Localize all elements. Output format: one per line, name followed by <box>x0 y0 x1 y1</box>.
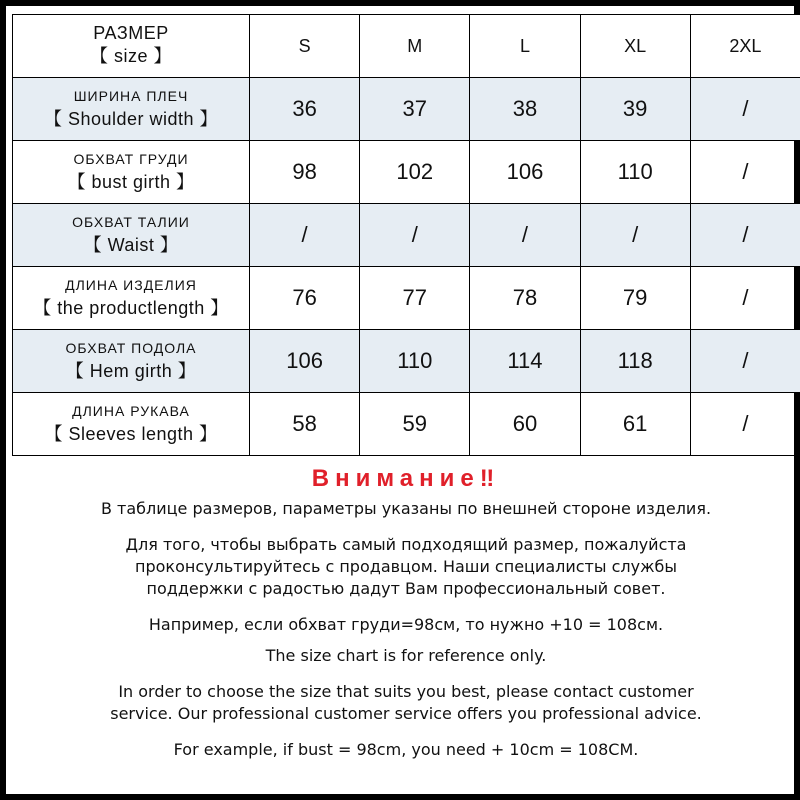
table-cell: / <box>470 204 580 267</box>
table-cell: 60 <box>470 393 580 456</box>
table-cell: 106 <box>470 141 580 204</box>
table-row <box>13 78 800 141</box>
note-ru-line: Для того, чтобы выбрать самый подходящий размер, пожалуйста <box>125 535 687 554</box>
size-table <box>12 14 800 456</box>
row-label-ru: ОБХВАТ ТАЛИИ <box>72 214 190 230</box>
row-label-cell <box>13 141 250 204</box>
note-en-example: For example, if bust = 98cm, you need + 10cm = 108CM. <box>173 740 639 759</box>
table-row <box>13 393 800 456</box>
table-row <box>13 267 800 330</box>
table-cell: 118 <box>580 330 690 393</box>
row-label-en: 【 Sleeves length 】 <box>44 424 218 444</box>
row-label-cell <box>13 393 250 456</box>
table-cell: 110 <box>580 141 690 204</box>
table-cell: 38 <box>470 78 580 141</box>
header-label-ru: РАЗМЕР <box>93 23 169 43</box>
table-cell: / <box>360 204 470 267</box>
table-row <box>13 204 800 267</box>
size-header-2xl: 2XL <box>690 15 800 78</box>
table-cell: 76 <box>250 267 360 330</box>
row-label-cell <box>13 267 250 330</box>
table-cell: 114 <box>470 330 580 393</box>
row-label-cell <box>13 204 250 267</box>
size-header-l: L <box>470 15 580 78</box>
table-cell: 98 <box>250 141 360 204</box>
note-en-line: service. Our professional customer service offers you professional advice. <box>110 704 702 723</box>
table-cell: / <box>250 204 360 267</box>
size-header-m: M <box>360 15 470 78</box>
table-cell: / <box>690 330 800 393</box>
row-label-ru: ОБХВАТ ГРУДИ <box>73 151 189 167</box>
table-cell: 39 <box>580 78 690 141</box>
table-cell: / <box>580 204 690 267</box>
row-label-ru: ДЛИНА РУКАВА <box>72 403 190 419</box>
note-ru-line: В таблице размеров, параметры указаны по внешней стороне изделия. <box>100 499 712 518</box>
row-label-cell <box>13 78 250 141</box>
note-en-line: The size chart is for reference only. <box>265 646 547 665</box>
header-label-en: 【 size 】 <box>89 46 172 66</box>
table-cell: / <box>690 141 800 204</box>
table-row <box>13 330 800 393</box>
table-cell: 37 <box>360 78 470 141</box>
table-cell: 61 <box>580 393 690 456</box>
row-label-ru: ШИРИНА ПЛЕЧ <box>73 88 189 104</box>
row-label-ru: ДЛИНА ИЗДЕЛИЯ <box>65 277 197 293</box>
notes-section <box>12 460 800 761</box>
table-cell: / <box>690 204 800 267</box>
table-cell: 59 <box>360 393 470 456</box>
size-header-s: S <box>250 15 360 78</box>
table-cell: 77 <box>360 267 470 330</box>
size-header-xl: XL <box>580 15 690 78</box>
table-cell: / <box>690 78 800 141</box>
table-cell: 36 <box>250 78 360 141</box>
header-label-cell <box>13 15 250 78</box>
row-label-en: 【 Hem girth 】 <box>65 361 197 381</box>
table-cell: / <box>690 267 800 330</box>
table-cell: 58 <box>250 393 360 456</box>
table-row <box>13 141 800 204</box>
note-ru-example: Например, если обхват груди=98см, то нужно +10 = 108см. <box>148 615 664 634</box>
row-label-en: 【 the productlength 】 <box>33 298 229 318</box>
row-label-en: 【 Waist 】 <box>83 235 179 255</box>
note-ru-line: проконсультируйтесь с продавцом. Наши специалисты службы <box>135 557 677 576</box>
table-cell: 79 <box>580 267 690 330</box>
note-en-line: In order to choose the size that suits you best, please contact customer <box>118 682 694 701</box>
table-cell: 110 <box>360 330 470 393</box>
table-cell: / <box>690 393 800 456</box>
row-label-en: 【 bust girth 】 <box>67 172 195 192</box>
note-ru-line: поддержки с радостью дадут Вам профессиональный совет. <box>146 579 666 598</box>
attention-heading: Внимание‼ <box>311 465 501 492</box>
row-label-cell <box>13 330 250 393</box>
table-cell: 106 <box>250 330 360 393</box>
row-label-en: 【 Shoulder width 】 <box>43 109 219 129</box>
table-header-row <box>13 15 800 78</box>
row-label-ru: ОБХВАТ ПОДОЛА <box>65 340 197 356</box>
table-cell: 78 <box>470 267 580 330</box>
table-cell: 102 <box>360 141 470 204</box>
